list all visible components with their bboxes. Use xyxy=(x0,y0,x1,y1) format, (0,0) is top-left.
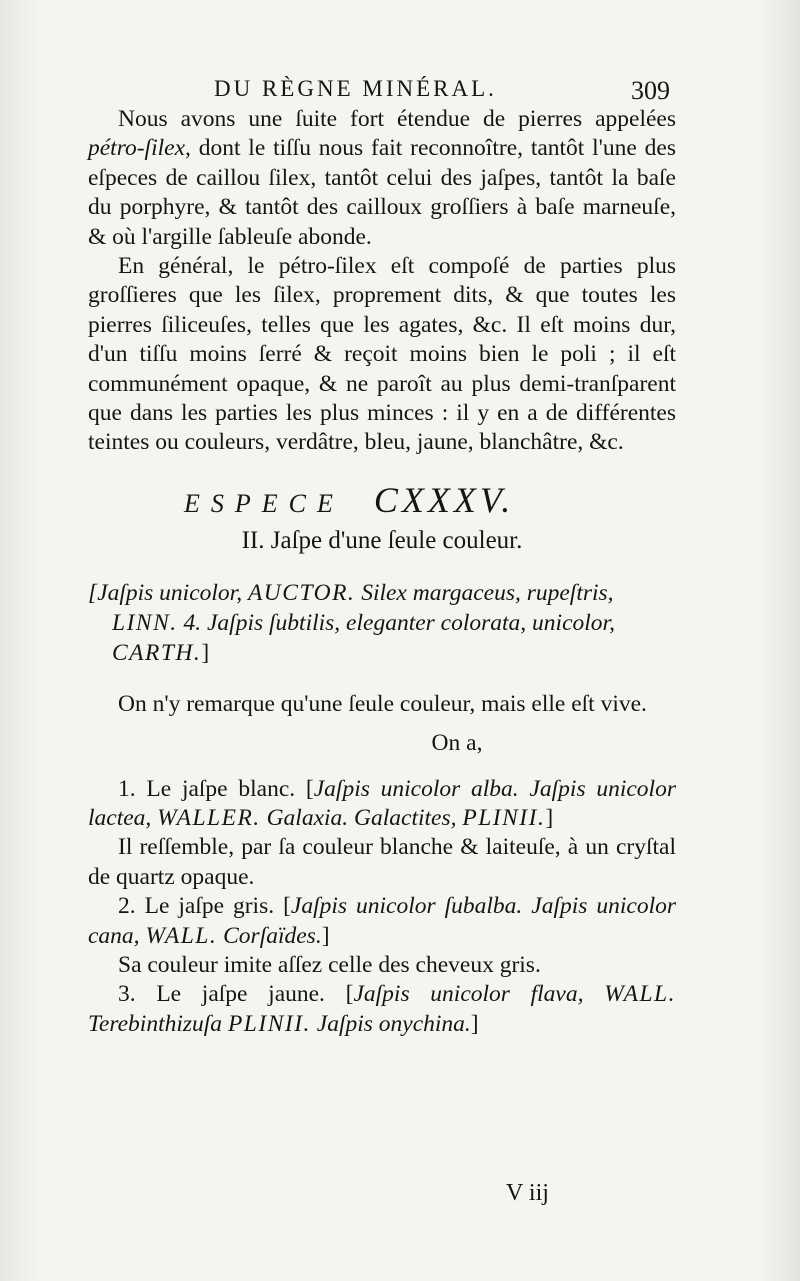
espece-heading xyxy=(184,479,676,520)
page-number: 309 xyxy=(631,76,670,105)
variety-1-entry: 1. Le jaſpe blanc. [Jaſpis unicolor alba. Jaſpis unicolor lactea, WALLER. Galaxia. Galactites, PLINII.] xyxy=(88,775,676,831)
variety-1-description: Il reſſemble, par ſa couleur blanche & laiteuſe, à un cryſtal de quartz opaque. xyxy=(88,834,676,890)
espece-number: CXXXV. xyxy=(373,479,515,520)
paragraph-petro-silex: Nous avons une ſuite fort étendue de pierres appelées pétro-ſilex, dont le tiſſu nous fait reconnoître, tantôt l'une des eſpeces de caillou ſilex, tantôt celui des jaſpes, tantôt la baſe du porphyre, & tantôt des cailloux groſſiers à baſe marneuſe, & où l'argille ſableuſe abonde. xyxy=(88,106,676,250)
on-a-line: On a, xyxy=(431,730,483,757)
species-subtitle: II. Jaſpe d'une ſeule couleur. xyxy=(241,527,523,555)
synonyms-block: [Jaſpis unicolor, AUCTOR. Silex margaceus, rupeſtris, LINN. 4. Jaſpis ſubtilis, eleganter colorata, unicolor, CARTH.] xyxy=(88,579,615,666)
espece-word: ESPECE xyxy=(184,488,344,518)
variety-2-entry: 2. Le jaſpe gris. [Jaſpis unicolor ſubalba. Jaſpis unicolor cana, WALL. Corſaïdes.] xyxy=(88,893,676,949)
variety-3-entry: 3. Le jaſpe jaune. [Jaſpis unicolor flava, WALL. Terebinthizuſa PLINII. Jaſpis onychina.] xyxy=(88,981,677,1037)
signature-mark: V iij xyxy=(506,1180,549,1206)
variety-2-description: Sa couleur imite aſſez celle des cheveux gris. xyxy=(118,951,541,978)
paragraph-general: En général, le pétro-ſilex eſt compoſé de parties plus groſſieres que les ſilex, proprement dits, & que toutes les pierres ſiliceuſes, telles que les agates, &c. Il eſt moins dur, d'un tiſſu moins ſerré & reçoit moins bien le poli ; il eſt communément opaque, & ne paroît au plus demi-tranſparent que dans les parties les plus minces : il y en a de différentes teintes ou couleurs, verdâtre, bleu, jaune, blanchâtre, &c. xyxy=(88,253,676,456)
page-body xyxy=(88,105,676,1039)
intro-paragraph: On n'y remarque qu'une ſeule couleur, mais elle eſt vive. xyxy=(118,690,647,717)
running-head: DU RÈGNE MINÉRAL. xyxy=(214,76,497,101)
italic-term: pétro-ſilex xyxy=(88,135,186,162)
